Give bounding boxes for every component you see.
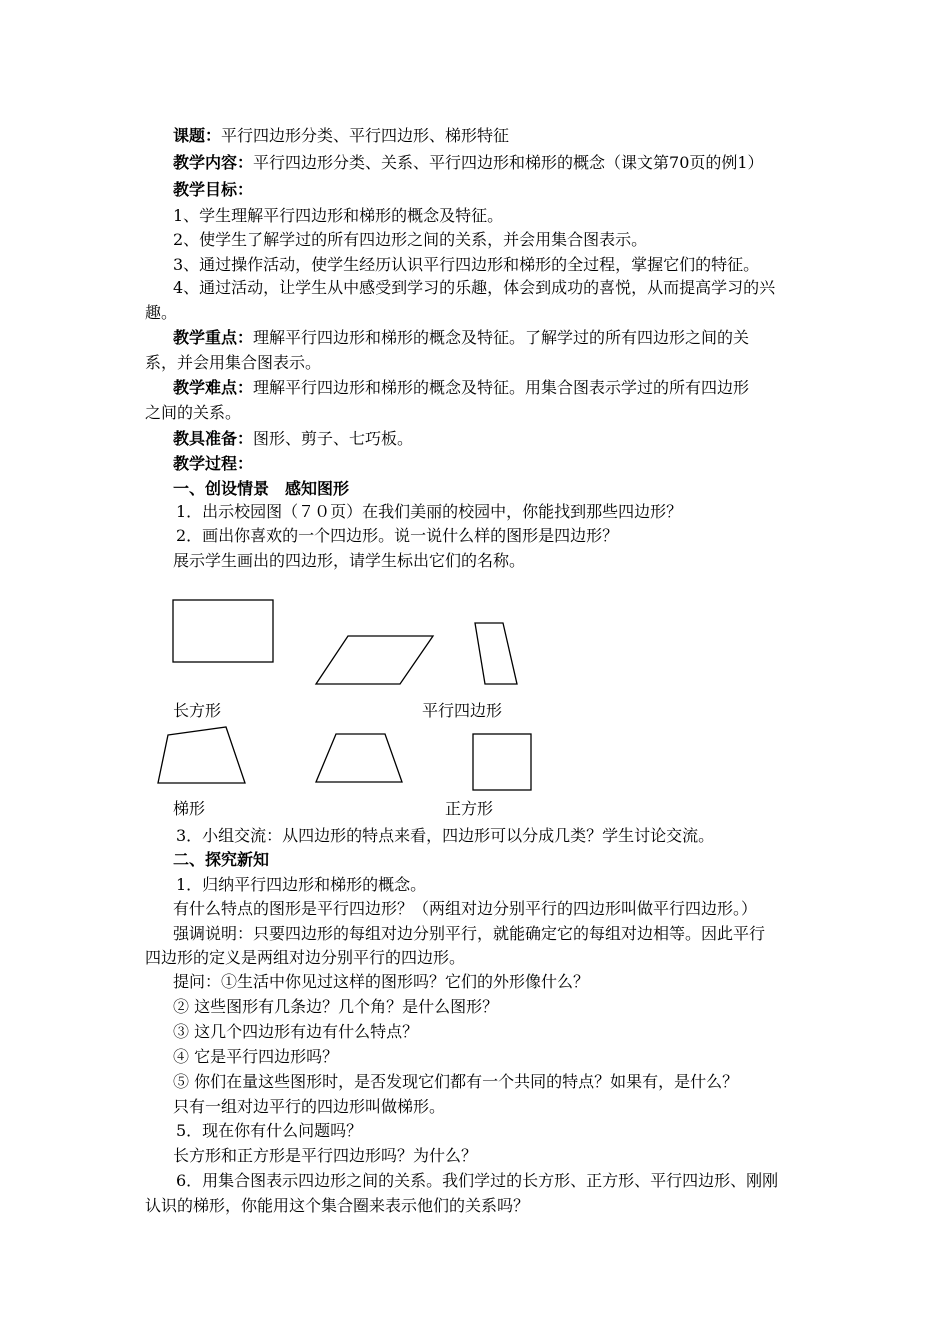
section2-step5-question: 长方形和正方形是平行四边形吗？为什么？ xyxy=(173,1146,478,1165)
key-points-text: 理解平行四边形和梯形的概念及特征。了解学过的所有四边形之间的关 xyxy=(253,328,750,347)
section1-step1: 1．出示校园图（７０页）在我们美丽的校园中，你能找到那些四边形？ xyxy=(176,502,683,521)
content-text: 平行四边形分类、关系、平行四边形和梯形的概念（课文第70页的例1） xyxy=(253,153,764,172)
process-label: 教学过程： xyxy=(173,454,254,473)
section2-ask-5: ⑤ 你们在量这些图形时，是否发现它们都有一个共同的特点？如果有，是什么？ xyxy=(173,1072,739,1091)
section2-ask-3: ③ 这几个四边形有边有什么特点？ xyxy=(173,1022,419,1041)
label-parallelogram: 平行四边形 xyxy=(422,701,503,720)
materials-label: 教具准备： xyxy=(173,429,254,448)
section1-heading: 一、创设情景 感知图形 xyxy=(173,479,350,498)
key-points-line2: 系，并会用集合图表示。 xyxy=(145,353,322,372)
content-label: 教学内容： xyxy=(173,153,254,172)
section2-ask-1: 提问：①生活中你见过这样的图形吗？它们的外形像什么？ xyxy=(173,972,590,991)
square-shape xyxy=(473,734,531,790)
goal-2: 2、使学生了解学过的所有四边形之间的关系，并会用集合图表示。 xyxy=(173,230,648,249)
topic-label: 课题： xyxy=(173,126,222,145)
isosceles-trapezoid-shape xyxy=(316,734,402,782)
goal-1: 1、学生理解平行四边形和梯形的概念及特征。 xyxy=(173,206,504,225)
section1-step3: 3．小组交流：从四边形的特点来看，四边形可以分成几类？学生讨论交流。 xyxy=(176,826,715,845)
label-square: 正方形 xyxy=(445,799,494,818)
key-points-label: 教学重点： xyxy=(173,328,254,347)
difficult-points-line2: 之间的关系。 xyxy=(145,403,242,422)
difficult-points-label: 教学难点： xyxy=(173,378,254,397)
section2-step1: 1．归纳平行四边形和梯形的概念。 xyxy=(176,875,427,894)
section2-heading: 二、探究新知 xyxy=(173,850,270,869)
difficult-points-text: 理解平行四边形和梯形的概念及特征。用集合图表示学过的所有四边形 xyxy=(253,378,750,397)
goal-3: 3、通过操作活动，使学生经历认识平行四边形和梯形的全过程，掌握它们的特征。 xyxy=(173,255,760,274)
label-rectangle: 长方形 xyxy=(173,701,222,720)
section2-ask-4: ④ 它是平行四边形吗？ xyxy=(173,1047,339,1066)
section2-q1: 有什么特点的图形是平行四边形？（两组对边分别平行的四边形叫做平行四边形。） xyxy=(173,899,758,918)
section2-step5: 5．现在你有什么问题吗？ xyxy=(176,1121,363,1140)
goal-4: 4、通过活动，让学生从中感受到学习的乐趣，体会到成功的喜悦，从而提高学习的兴 xyxy=(173,278,776,297)
section2-step6-line1: 6．用集合图表示四边形之间的关系。我们学过的长方形、正方形、平行四边形、刚刚 xyxy=(176,1171,779,1190)
label-trapezoid: 梯形 xyxy=(173,799,206,818)
section2-step6-line2: 认识的梯形，你能用这个集合圈来表示他们的关系吗？ xyxy=(145,1196,530,1215)
section2-ask-2: ② 这些图形有几条边？几个角？是什么图形？ xyxy=(173,997,499,1016)
section2-emphasis-1: 强调说明：只要四边形的每组对边分别平行，就能确定它的每组对边相等。因此平行 xyxy=(173,924,766,943)
parallelogram-shape xyxy=(316,636,433,684)
materials-text: 图形、剪子、七巧板。 xyxy=(253,429,414,448)
section1-step2: 2．画出你喜欢的一个四边形。说一说什么样的图形是四边形？ xyxy=(176,526,619,545)
section2-emphasis-2: 四边形的定义是两组对边分别平行的四边形。 xyxy=(145,948,466,967)
goals-label: 教学目标： xyxy=(173,180,254,199)
trapezoid-definition: 只有一组对边平行的四边形叫做梯形。 xyxy=(173,1097,446,1116)
goal-4-cont: 趣。 xyxy=(145,303,178,322)
narrow-parallelogram-shape xyxy=(475,623,517,684)
topic-text: 平行四边形分类、平行四边形、梯形特征 xyxy=(221,126,510,145)
rectangle-shape xyxy=(173,600,273,662)
irregular-trapezoid-shape xyxy=(158,727,245,783)
section1-show: 展示学生画出的四边形，请学生标出它们的名称。 xyxy=(173,551,526,570)
